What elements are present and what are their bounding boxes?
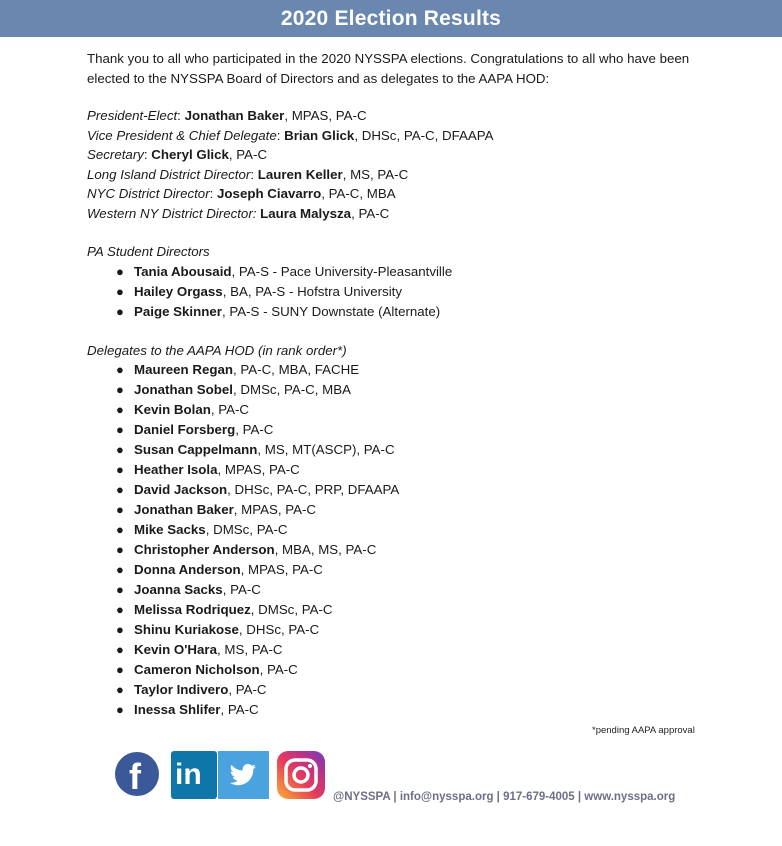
- list-item: [87, 420, 727, 440]
- facebook-icon[interactable]: [115, 752, 159, 796]
- list-item: [87, 620, 727, 640]
- officer-credentials: , PA-C, MBA: [321, 186, 396, 201]
- officer-row: NYC District Director: Joseph Ciavarro, PA-C, MBA: [87, 186, 396, 201]
- officer-name: Lauren Keller: [257, 166, 343, 182]
- officer-credentials: , PA-C: [351, 205, 390, 221]
- person-credentials: , PA-C: [210, 402, 250, 417]
- bullet-icon: ●: [116, 303, 124, 319]
- page-title: 2020 Election Results: [280, 6, 502, 30]
- person-credentials: , MPAS, PA-C: [240, 562, 323, 577]
- person-credentials: , PA-C: [235, 422, 274, 437]
- person-credentials: , PA-C: [228, 682, 267, 697]
- bullet-icon: ●: [116, 482, 124, 497]
- person-credentials: , PA-C, MBA, FACHE: [233, 362, 360, 377]
- bullet-icon: ●: [116, 602, 124, 617]
- list-item: [87, 440, 727, 460]
- officer-name: Brian Glick: [284, 127, 355, 143]
- person-name: Christopher Anderson: [134, 542, 275, 557]
- list-item: [87, 560, 727, 580]
- person-credentials: , MS, PA-C: [216, 642, 283, 657]
- person-name: Shinu Kuriakose: [134, 622, 239, 637]
- instagram-icon[interactable]: [277, 751, 325, 799]
- footnote: *pending AAPA approval: [592, 725, 695, 736]
- officer-role: President-Elect: [87, 108, 178, 123]
- delegates-heading: Delegates to the AAPA HOD (in rank order*): [87, 342, 347, 358]
- students-heading: PA Student Directors: [87, 244, 210, 259]
- delegates-list: [87, 360, 727, 720]
- list-item: [87, 380, 727, 400]
- person-credentials: , PA-C: [222, 582, 261, 597]
- person-credentials: , BA, PA-S - Hofstra University: [222, 283, 403, 299]
- person-name: Maureen Regan: [134, 362, 234, 377]
- bullet-icon: ●: [116, 702, 124, 717]
- list-item: [87, 400, 727, 420]
- contact-line: @NYSSPA | info@nysspa.org | 917-679-4005 | www.nysspa.org: [333, 791, 676, 803]
- twitter-bird-icon: [218, 751, 269, 799]
- bullet-icon: ●: [116, 642, 124, 657]
- list-item: [87, 700, 727, 720]
- document-body: [87, 49, 727, 739]
- person-credentials: , MPAS, PA-C: [217, 462, 300, 477]
- person-credentials: , DMSc, PA-C, MBA: [233, 382, 351, 397]
- person-name: Susan Cappelmann: [134, 442, 258, 457]
- instagram-camera-icon: [277, 751, 325, 799]
- officer-credentials: , PA-C: [228, 147, 268, 162]
- bullet-icon: ●: [116, 522, 124, 537]
- person-credentials: , DMSc, PA-C: [250, 602, 333, 617]
- list-item: [87, 600, 727, 620]
- bullet-icon: ●: [116, 442, 124, 457]
- person-name: David Jackson: [134, 482, 228, 497]
- officer-row: Vice President & Chief Delegate: Brian Glick, DHSc, PA-C, DFAAPA: [87, 127, 494, 143]
- person-credentials: , DHSc, PA-C, PRP, DFAAPA: [227, 482, 400, 497]
- person-name: Taylor Indivero: [134, 682, 229, 697]
- person-name: Kevin O'Hara: [134, 642, 217, 657]
- list-item: [87, 660, 727, 680]
- bullet-icon: ●: [116, 582, 124, 597]
- person-name: Heather Isola: [134, 462, 218, 477]
- officer-name: Cheryl Glick: [151, 147, 229, 162]
- linkedin-icon[interactable]: [171, 751, 217, 799]
- twitter-icon[interactable]: [218, 751, 269, 799]
- officer-credentials: , MS, PA-C: [342, 166, 409, 182]
- bullet-icon: ●: [116, 382, 124, 397]
- list-item: [87, 540, 727, 560]
- intro-paragraph: Thank you to all who participated in the 2020 NYSSPA elections. Congratulations to all who have been elected to the NYSSPA Board of Directors and as delegates to the AAPA HOD:: [87, 51, 690, 86]
- bullet-icon: ●: [116, 422, 124, 437]
- person-name: Daniel Forsberg: [134, 422, 236, 437]
- facebook-glyph: f: [129, 756, 141, 797]
- officer-role: Secretary: [87, 147, 144, 162]
- officer-row: President-Elect: Jonathan Baker, MPAS, PA-C: [87, 108, 367, 123]
- person-credentials: , PA-S - Pace University-Pleasantville: [231, 263, 453, 279]
- person-credentials: , MBA, MS, PA-C: [274, 542, 377, 557]
- list-item: [87, 302, 727, 322]
- bullet-icon: ●: [116, 402, 124, 417]
- students-list: [87, 262, 727, 322]
- officer-name: Jonathan Baker: [184, 108, 285, 123]
- person-credentials: , PA-C: [259, 662, 298, 677]
- person-name: Cameron Nicholson: [134, 662, 260, 677]
- person-credentials: , DMSc, PA-C: [205, 522, 288, 537]
- page-banner: [0, 0, 782, 37]
- bullet-icon: ●: [116, 502, 124, 517]
- person-credentials: , MPAS, PA-C: [233, 502, 317, 517]
- person-name: Jonathan Sobel: [134, 382, 233, 397]
- bullet-icon: ●: [116, 622, 124, 637]
- officer-credentials: , DHSc, PA-C, DFAAPA: [354, 127, 494, 143]
- list-item: [87, 580, 727, 600]
- person-name: Mike Sacks: [134, 522, 206, 537]
- bullet-icon: ●: [116, 682, 124, 697]
- bullet-icon: ●: [116, 263, 124, 279]
- list-item: [87, 460, 727, 480]
- person-name: Tania Abousaid: [134, 263, 232, 279]
- officer-row: Secretary: Cheryl Glick, PA-C: [87, 147, 268, 162]
- officer-role: Long Island District Director: [87, 166, 251, 182]
- officer-credentials: , MPAS, PA-C: [284, 108, 367, 123]
- bullet-icon: ●: [116, 462, 124, 477]
- person-credentials: , PA-S - SUNY Downstate (Alternate): [221, 303, 441, 319]
- officer-role: Western NY District Director:: [87, 205, 257, 221]
- person-credentials: , MS, MT(ASCP), PA-C: [257, 442, 395, 457]
- officers-list: [87, 106, 727, 223]
- person-name: Hailey Orgass: [134, 283, 223, 299]
- list-item: [87, 282, 727, 302]
- person-name: Joanna Sacks: [134, 582, 223, 597]
- list-item: [87, 500, 727, 520]
- list-item: [87, 680, 727, 700]
- officer-name: Laura Malysza: [260, 205, 352, 221]
- person-name: Inessa Shlifer: [134, 702, 221, 717]
- person-name: Donna Anderson: [134, 562, 241, 577]
- officer-name: Joseph Ciavarro: [217, 186, 322, 201]
- person-credentials: , DHSc, PA-C: [238, 622, 320, 637]
- person-name: Kevin Bolan: [134, 402, 211, 417]
- list-item: [87, 480, 727, 500]
- linkedin-glyph: in: [175, 758, 202, 791]
- list-item: [87, 262, 727, 282]
- officer-role: Vice President & Chief Delegate: [87, 127, 277, 143]
- person-name: Jonathan Baker: [134, 502, 234, 517]
- list-item: [87, 520, 727, 540]
- officer-row: Long Island District Director: Lauren Keller, MS, PA-C: [87, 166, 409, 182]
- list-item: [87, 360, 727, 380]
- person-name: Paige Skinner: [134, 303, 222, 319]
- bullet-icon: ●: [116, 662, 124, 677]
- person-name: Melissa Rodriquez: [134, 602, 251, 617]
- bullet-icon: ●: [116, 562, 124, 577]
- list-item: [87, 640, 727, 660]
- bullet-icon: ●: [116, 542, 124, 557]
- bullet-icon: ●: [116, 362, 124, 377]
- officer-row: [87, 204, 727, 224]
- bullet-icon: ●: [116, 283, 124, 299]
- person-credentials: , PA-C: [220, 702, 259, 717]
- officer-role: NYC District Director: [87, 186, 210, 201]
